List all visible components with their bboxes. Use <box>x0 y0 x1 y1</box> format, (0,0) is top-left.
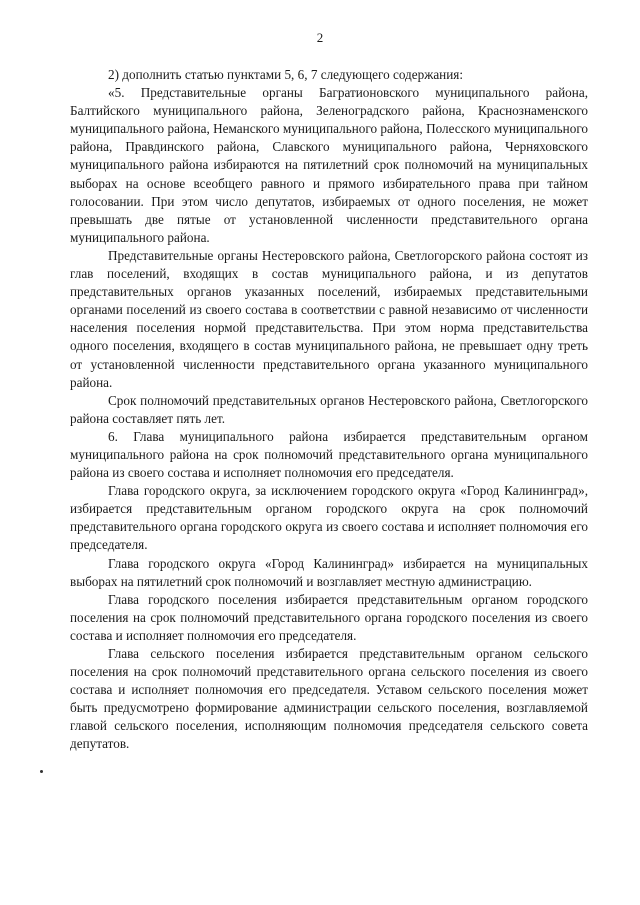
document-body <box>70 66 588 754</box>
paragraph-item-6-head-of-district: 6. Глава муниципального района избирается представительным органом муниципального района на срок полномочий представительного органа муниципального района из своего состава и исполняет полномочия его председателя. <box>70 428 588 481</box>
page-number: 2 <box>316 30 324 45</box>
paragraph-nesterov-svetlogorsk-bodies: Представительные органы Нестеровского района, Светлогорского района состоят из глав поселений, входящих в состав муниципального района, и из депутатов представительных органов указанных поселений, избираемых представительными органами поселений из своего состава в соответствии с равной независимо от численности населения поселения нормой представительства. При этом норма представительства одного поселения, входящего в состав муниципального района, не превышает одну треть от установленной численности представительного органа указанного муниципального района. <box>70 247 588 390</box>
paragraph-term-of-office: Срок полномочий представительных органов Нестеровского района, Светлогорского района составляет пять лет. <box>70 392 588 426</box>
paragraph-head-of-urban-settlement: Глава городского поселения избирается представительным органом городского поселения на срок полномочий представительного органа городского поселения из своего состава и исполняет полномочия его председателя. <box>70 591 588 643</box>
paragraph-head-of-rural-settlement: Глава сельского поселения избирается представительным органом сельского поселения на срок полномочий представительного органа сельского поселения из своего состава и исполняет полномочия его председателя. Уставом сельского поселения может быть предусмотрено формирование администрации сельского поселения, возглавляемой главой сельского поселения, исполняющим полномочия председателя сельского совета депутатов. <box>70 646 588 752</box>
paragraph-head-of-urban-okrug: Глава городского округа, за исключением городского округа «Город Калининград», избирается представительным органом городского округа на срок полномочий представительного органа городского округа из своего состава и исполняет полномочия его председателя. <box>70 483 588 553</box>
paragraph-head-of-kaliningrad: Глава городского округа «Город Калининград» избирается на муниципальных выборах на пятилетний срок полномочий и возглавляет местную администрацию. <box>70 555 588 589</box>
paragraph-amendment-intro: 2) дополнить статью пунктами 5, 6, 7 следующего содержания: <box>108 67 464 82</box>
paragraph-item-5-representative-bodies: «5. Представительные органы Багратионовского муниципального района, Балтийского муниципального района, Зеленоградского района, Краснознаменского муниципального района, Неманского муниципального района, Полесского муниципального района, Правдинского района, Славского муниципального района, Черняховского муниципального района избираются на пятилетний срок полномочий на муниципальных выборах на основе всеобщего равного и прямого избирательного права при тайном голосовании. При этом число депутатов, избираемых от одного поселения, не может превышать две пятые от установленной численности представительного органа муниципального района. <box>70 85 588 245</box>
scan-speck <box>40 770 43 773</box>
